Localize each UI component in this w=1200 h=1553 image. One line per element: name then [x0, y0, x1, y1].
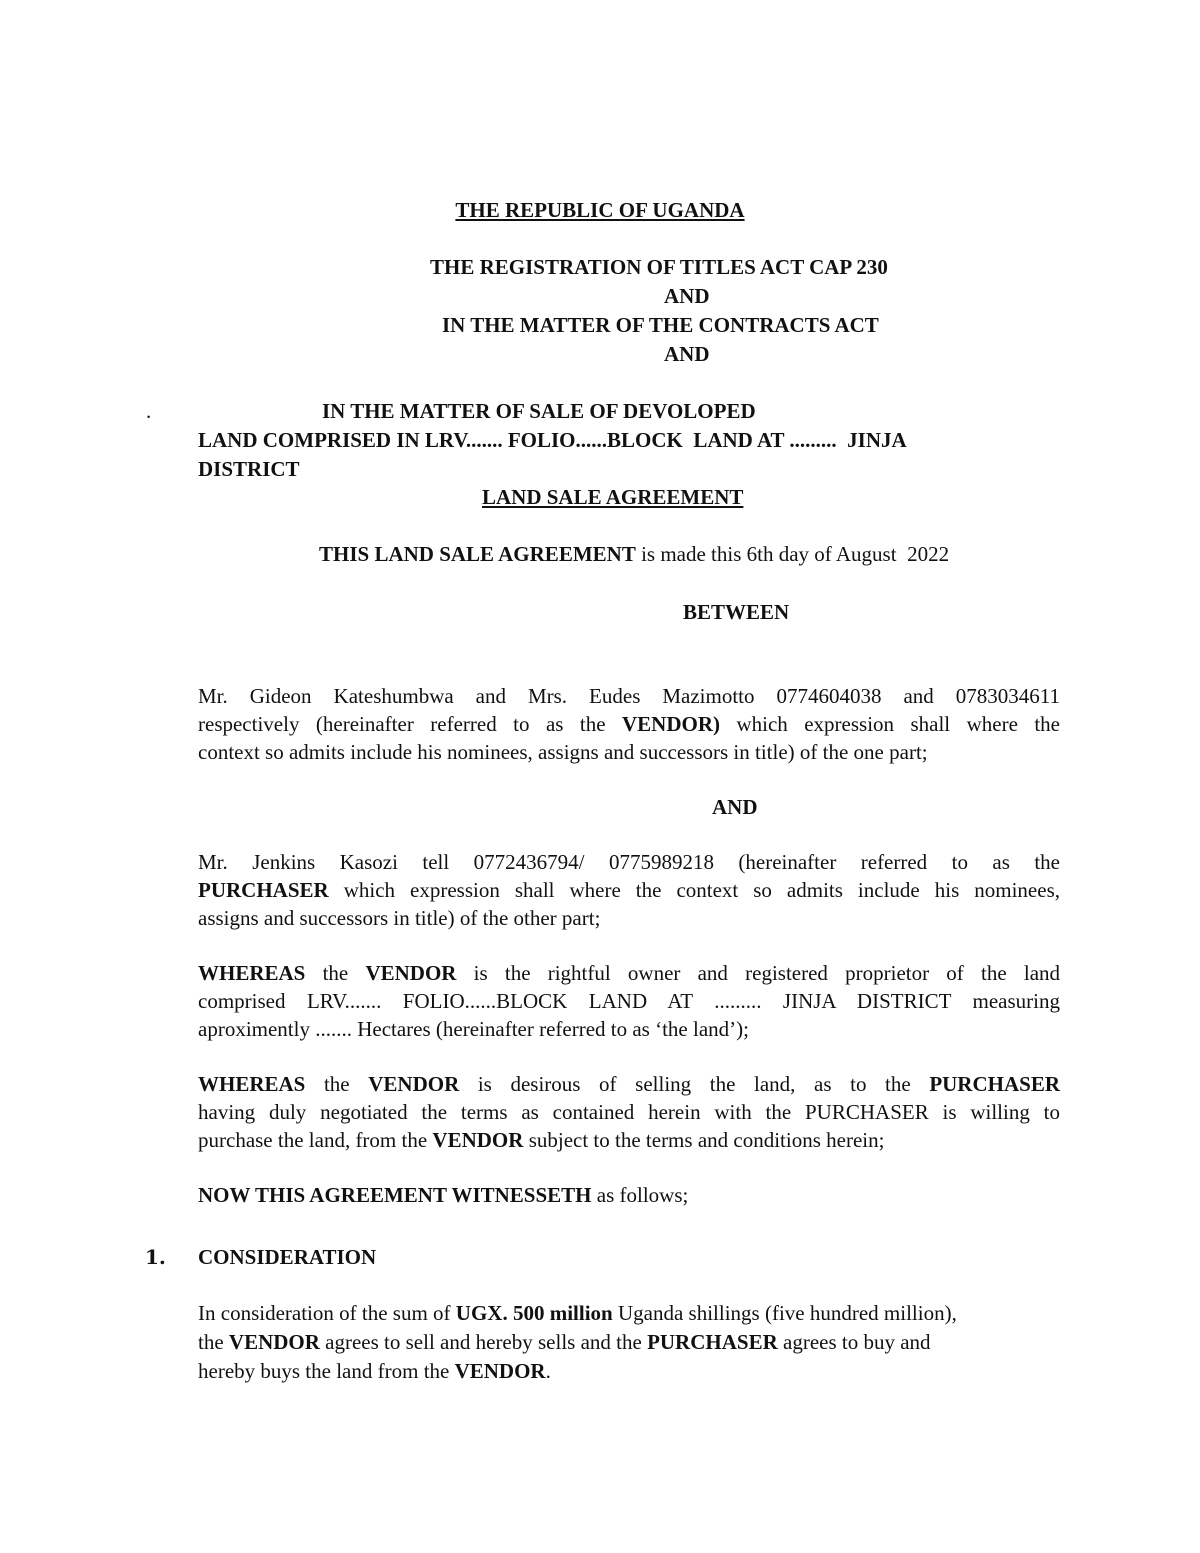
- whereas1-line-3: aproximently ....... Hectares (hereinafter referred to as ‘the land’);: [198, 1017, 749, 1041]
- agreement-title: LAND SALE AGREEMENT: [482, 485, 744, 509]
- vendor-line-1: Mr. Gideon Kateshumbwa and Mrs. Eudes Mazimotto 0774604038 and 0783034611: [198, 684, 1060, 708]
- consideration-1c: Uganda shillings (five hundred million),: [612, 1301, 957, 1325]
- purchaser-line-2b: which expression shall where the context so admits include his nominees,: [328, 878, 1060, 902]
- witnesseth-bold: NOW THIS AGREEMENT WITNESSETH: [198, 1183, 592, 1207]
- vendor-line-3: context so admits include his nominees, assigns and successors in title) of the one part;: [198, 740, 928, 764]
- republic-heading: THE REPUBLIC OF UGANDA: [455, 198, 745, 222]
- whereas2-text-2: is desirous of selling the land, as to the: [459, 1072, 930, 1096]
- consideration-vendor: VENDOR: [228, 1330, 320, 1354]
- section-title: CONSIDERATION: [198, 1245, 377, 1269]
- consideration-line-2: [198, 1328, 931, 1356]
- sale-heading-line1: IN THE MATTER OF SALE OF DEVOLOPED: [322, 399, 756, 423]
- intro-line: [319, 540, 949, 568]
- whereas2-line-3: [198, 1126, 1060, 1154]
- vendor-term: VENDOR): [622, 712, 720, 736]
- consideration-amount: UGX. 500 million: [455, 1301, 613, 1325]
- whereas2-line-3a: purchase the land, from the: [198, 1128, 433, 1152]
- bullet-dot: .: [146, 399, 152, 423]
- whereas1-vendor: VENDOR: [365, 961, 457, 985]
- vendor-paragraph: [198, 682, 1060, 766]
- and-heading-1: AND: [664, 284, 710, 308]
- witnesseth-line: [198, 1181, 688, 1209]
- whereas-paragraph-2: [198, 1070, 1060, 1154]
- whereas1-text-2: is the rightful owner and registered proprietor of the land: [456, 961, 1061, 985]
- purchaser-line-1: Mr. Jenkins Kasozi tell 0772436794/ 0775989218 (hereinafter referred to as the: [198, 850, 1060, 874]
- witnesseth-rest: as follows;: [591, 1183, 689, 1207]
- consideration-vendor-2: VENDOR: [454, 1359, 546, 1383]
- whereas1-line-2: comprised LRV....... FOLIO......BLOCK LAND AT ......... JINJA DISTRICT measuring: [198, 989, 1060, 1013]
- section-number: 1.: [145, 1245, 166, 1269]
- consideration-2a: the: [198, 1330, 229, 1354]
- consideration-line-3: [198, 1357, 551, 1385]
- whereas2-vendor-2: VENDOR: [432, 1128, 524, 1152]
- and-heading-2: AND: [664, 342, 710, 366]
- whereas1-line-1: [198, 959, 1060, 987]
- consideration-1a: In consideration of the sum of: [198, 1301, 456, 1325]
- consideration-2c: agrees to sell and hereby sells and the: [319, 1330, 648, 1354]
- sale-heading-line2: LAND COMPRISED IN LRV....... FOLIO......BLOCK LAND AT ......... JINJA: [198, 428, 907, 452]
- vendor-line-2: [198, 710, 1060, 738]
- whereas1-keyword: WHEREAS: [198, 961, 306, 985]
- act-heading: THE REGISTRATION OF TITLES ACT CAP 230: [430, 255, 888, 279]
- intro-bold: THIS LAND SALE AGREEMENT: [319, 542, 636, 566]
- intro-rest: is made this 6th day of August 2022: [635, 542, 950, 566]
- consideration-2e: agrees to buy and: [777, 1330, 931, 1354]
- consideration-3c: .: [545, 1359, 551, 1383]
- contracts-heading: IN THE MATTER OF THE CONTRACTS ACT: [442, 313, 879, 337]
- vendor-line-2a: respectively (hereinafter referred to as the: [198, 712, 622, 736]
- and-heading-3: AND: [712, 795, 758, 819]
- purchaser-term: PURCHASER: [198, 878, 329, 902]
- whereas-paragraph-1: [198, 959, 1060, 1043]
- purchaser-line-3: assigns and successors in title) of the other part;: [198, 906, 601, 930]
- whereas2-line-1: [198, 1070, 1060, 1098]
- between-heading: BETWEEN: [683, 600, 790, 624]
- consideration-line-1: [198, 1299, 957, 1327]
- whereas2-purchaser: PURCHASER: [929, 1072, 1060, 1096]
- consideration-purchaser: PURCHASER: [647, 1330, 778, 1354]
- whereas2-line-3c: subject to the terms and conditions herein;: [523, 1128, 885, 1152]
- whereas2-line-2: having duly negotiated the terms as contained herein with the PURCHASER is willing to: [198, 1100, 1060, 1124]
- vendor-line-2c: which expression shall where the: [720, 712, 1060, 736]
- consideration-3a: hereby buys the land from the: [198, 1359, 455, 1383]
- purchaser-paragraph: [198, 848, 1060, 932]
- whereas2-text-1: the: [305, 1072, 369, 1096]
- sale-heading-line3: DISTRICT: [198, 457, 300, 481]
- purchaser-line-2: [198, 876, 1060, 904]
- whereas2-vendor: VENDOR: [368, 1072, 460, 1096]
- whereas1-text-1: the: [305, 961, 366, 985]
- whereas2-keyword: WHEREAS: [198, 1072, 306, 1096]
